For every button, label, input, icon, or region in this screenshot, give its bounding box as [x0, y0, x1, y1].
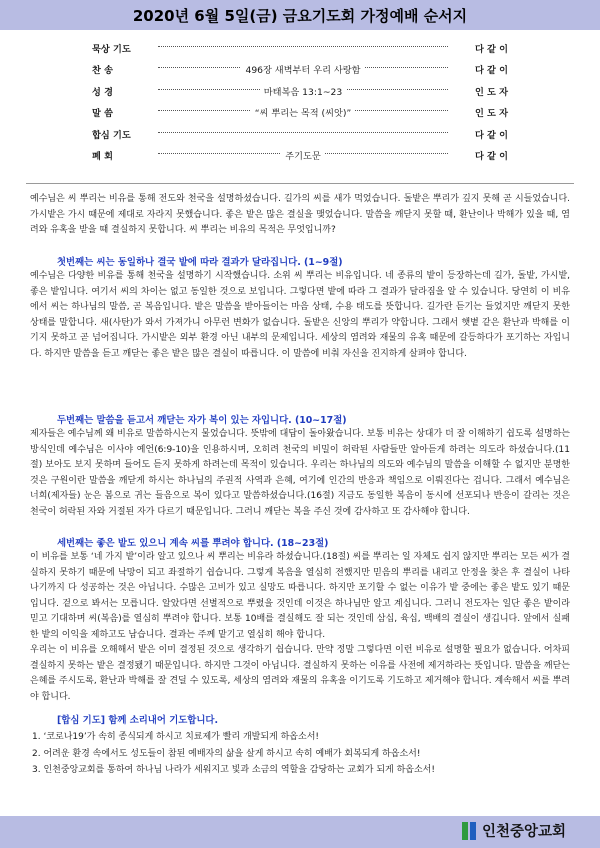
- paragraph-text: 우리는 이 비유를 오해해서 밭은 이미 결정된 것으로 생각하기 쉽습니다. 만약 정말 그렇다면 이런 비유로 설명할 필요가 없습니다. 어차피 결실하지 못하는 밭은 결정됐기 때문입니다. 하지만 그것이 아닙니다. 결실하지 못하는 이유를 사전에 제거하라는 뜻입니다. 말씀을 깨닫는 은혜를 주시도록, 환난과 박해를 잘 견딜 수 있도록, 세상의 염려와 재물의 유혹을 이기도록 기도하고 제거해야 합니다. 계속해서 씨를 뿌려야 합니다.: [30, 645, 570, 702]
- order-row-prayer: [92, 125, 508, 146]
- prayer-item: 3. 인천중앙교회를 통하여 하나님 나라가 세워지고 빛과 소금의 역할을 감당하는 교회가 되게 하옵소서!: [32, 765, 435, 775]
- dotted-leader: [158, 46, 448, 47]
- order-content: 496장 새벽부터 우리 사랑함: [241, 65, 364, 76]
- footer-bar: [0, 816, 600, 848]
- paragraph-text: 예수님은 씨 뿌리는 비유를 통해 전도와 천국을 설명하셨습니다. 길가의 씨를 새가 먹었습니다. 돌밭은 뿌리가 깊지 못해 곧 시들었습니다. 가시밭은 가시 때문에 제대로 자라지 못했습니다. 좋은 밭은 많은 결실을 맺었습니다. 말씀을 깨닫지 못할 때, 환난이나 박해가 있을 때, 염려와 유혹을 받을 때 결실하지 못합니다. 씨 뿌리는 비유의 목적은 무엇입니까?: [30, 194, 570, 235]
- order-leader: 다 같 이: [474, 44, 508, 55]
- order-row-meditation: [92, 39, 508, 60]
- prayer-item: 1. ‘코로나19’가 속히 종식되게 하시고 치료제가 빨리 개발되게 하옵소서!: [32, 732, 319, 742]
- order-row-closing: [92, 146, 508, 167]
- order-label: 성 경: [92, 86, 113, 98]
- order-leader: 다 같 이: [474, 150, 508, 162]
- section-heading-1: 첫번째는 씨는 동일하나 결국 밭에 따라 결과가 달라집니다. (1~9절): [57, 257, 343, 268]
- divider: [26, 183, 574, 184]
- order-leader: 인 도 자: [474, 108, 508, 120]
- section-body-1: [30, 269, 570, 362]
- worship-order: [92, 39, 508, 167]
- order-label: 묵상 기도: [92, 44, 131, 55]
- paragraph-text: 이 비유를 보통 ‘네 가지 밭’이라 알고 있으나 씨 뿌리는 비유라 하셨습니다.(18절) 씨를 뿌리는 일 자체도 쉽지 않지만 뿌리는 모든 씨가 결실하지 못하기 때문에 낙망이 되고 좌절하기 쉽습니다. 그렇게 복음을 열심히 전했지만 믿음의 뿌리를 내리고 안정을 찾은 후 결실이 나타나기까지 다 성공하는 것은 아닙니다. 수많은 고비가 있고 실망도 따릅니다. 하지만 포기할 수 없는 이유가 밭 중에는 좋은 밭도 있기 때문입니다. 겉으로 봐서는 모릅니다. 알았다면 선별적으로 뿌렸을 것인데 이것은 하나님만 알고 계십니다. 그러니 전도자는 일단 좋은 밭이라 믿고 기대하며 씨(복음)를 열심히 뿌려야 합니다. 보통 10배를 결실해도 잘 되는 것인데 삼십, 육십, 백배의 결실이 생깁니다. 앞에서 실패한 밭의 이익을 제하고도 남습니다. 결과는 주께 맡기고 열심히 해야 합니다.: [30, 552, 570, 640]
- order-content: “씨 뿌리는 목적 (씨앗)”: [251, 108, 355, 119]
- order-row-scripture: [92, 82, 508, 103]
- logo-mark-blue: [470, 822, 476, 840]
- order-content: 주기도문: [281, 151, 325, 162]
- order-leader: 다 같 이: [474, 129, 508, 141]
- section-body-3: [30, 550, 570, 643]
- prayer-heading: [합심 기도] 함께 소리내어 기도합니다.: [57, 715, 219, 726]
- title-banner: [0, 0, 600, 30]
- order-row-sermon: [92, 103, 508, 124]
- order-label: 찬 송: [92, 65, 113, 77]
- order-label: 말 씀: [92, 108, 113, 120]
- order-leader: 다 같 이: [474, 65, 508, 77]
- church-logo: [462, 820, 566, 841]
- church-logo-icon: [462, 822, 476, 840]
- paragraph-text: 제자들은 예수님께 왜 비유로 말씀하시는지 물었습니다. 뜻밖에 대답이 돌아왔습니다. 보통 비유는 상대가 더 잘 이해하기 쉽도록 설명하는 방식인데 예수님은 이사야 예언(6:9-10)을 인용하시며, 오히려 천국의 비밀이 허락된 사람들만 알아듣게 하려는 의도라 하셨습니다.(11절) 보아도 보지 못하며 들어도 듣지 못하게 하려는데 목적이 있습니다. 우리는 하나님의 의도와 예수님의 말씀을 이해할 수 없지만 분명한 것은 구원이란 말씀을 깨닫게 하시는 하나님의 주권적 사역과 은혜, 여기에 인간의 반응과 책임으로 이뤄진다는 겁니다. 그래서 예수님은 너희(제자들) 눈은 봄으로 귀는 들음으로 복이 있다고 말씀하셨습니다.(16절) 지금도 동일한 복음이 동시에 선포되나 반응이 갈리는 것은 천국이 허락된 자와 거절된 자가 다르기 때문입니다. 그러니 깨닫는 복을 주신 것에 감사하고 또 감사해야 합니다.: [30, 429, 570, 517]
- conclusion-paragraph: [30, 643, 570, 705]
- prayer-list: [32, 729, 572, 779]
- page-title: 2020년 6월 5일(금) 금요기도회 가정예배 순서지: [132, 6, 468, 25]
- church-name: 인천중앙교회: [481, 824, 566, 840]
- section-body-2: [30, 427, 570, 520]
- order-label: 폐 회: [92, 150, 113, 162]
- paragraph-text: 예수님은 다양한 비유를 통해 천국을 설명하기 시작했습니다. 소위 씨 뿌리는 비유입니다. 네 종류의 밭이 등장하는데 길가, 돌밭, 가시밭, 좋은 밭입니다. 여기서 씨의 차이는 없고 동일한 것으로 보입니다. 그렇다면 밭에 따라 그 결과가 달라짐을 알 수 있습니다. 당연히 이 비유에서 씨는 하나님의 말씀, 곧 복음입니다. 밭은 말씀을 받아들이는 마음 상태, 수용 태도를 뜻합니다. 길가란 듣기는 들었지만 깨닫지 못한 상태를 말합니다. 새(사탄)가 와서 가져가니 아무런 변화가 없습니다. 돌밭은 신앙의 뿌리가 약합니다. 그래서 햇볕 같은 환난과 박해를 이기지 못하고 곧 넘어집니다. 가시밭은 외부 환경 아닌 내부의 문제입니다. 세상의 염려와 재물의 유혹 때문에 갈등하다가 포기하는 자입니다. 하지만 말씀을 듣고 깨닫는 좋은 밭은 많은 결실이 따릅니다. 이 말씀에 비춰 자신을 진지하게 살펴야 합니다.: [30, 271, 570, 359]
- section-heading-2: 두번째는 말씀을 듣고서 깨닫는 자가 복이 있는 자입니다. (10~17절): [57, 415, 347, 426]
- order-row-hymn: [92, 60, 508, 81]
- intro-paragraph: [30, 192, 570, 239]
- prayer-item: 2. 어려운 환경 속에서도 성도들이 참된 예배자의 삶을 살게 하시고 속히 예배가 회복되게 하옵소서!: [32, 748, 421, 759]
- order-content: 마태복음 13:1~23: [260, 87, 346, 98]
- logo-mark-green: [462, 822, 468, 840]
- order-leader: 인 도 자: [474, 86, 508, 98]
- section-heading-3: 세번째는 좋은 밭도 있으니 계속 씨를 뿌려야 합니다. (18~23절): [57, 538, 329, 549]
- order-label: 합심 기도: [92, 129, 131, 141]
- dotted-leader: [158, 132, 448, 133]
